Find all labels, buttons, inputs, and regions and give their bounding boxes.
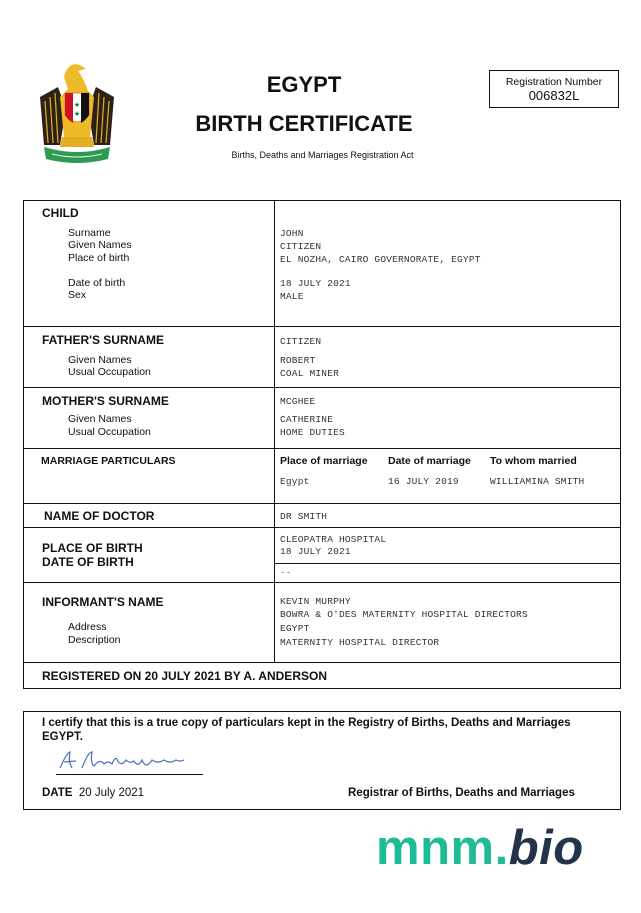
svg-text:★: ★ bbox=[73, 102, 81, 109]
birth-date-value: 18 JULY 2021 bbox=[280, 546, 351, 557]
row-divider bbox=[23, 527, 621, 528]
doctor-value: DR SMITH bbox=[280, 511, 328, 522]
registration-number-value: 006832L bbox=[528, 88, 580, 103]
date-value: 20 July 2021 bbox=[78, 787, 145, 799]
child-place-of-birth-label: Place of birth bbox=[68, 252, 130, 264]
informant-description-label: Description bbox=[68, 634, 121, 646]
mother-occupation-label: Usual Occupation bbox=[68, 426, 151, 438]
child-surname-label: Surname bbox=[68, 227, 111, 239]
informant-description-value: MATERNITY HOSPITAL DIRECTOR bbox=[280, 637, 440, 648]
birth-extra-value: -- bbox=[280, 567, 292, 578]
column-divider bbox=[274, 200, 275, 662]
egypt-eagle-emblem-icon bbox=[38, 57, 116, 165]
child-date-of-birth-value: 18 JULY 2021 bbox=[280, 278, 351, 289]
mother-occupation-value: HOME DUTIES bbox=[280, 427, 345, 438]
birth-place-value: CLEOPATRA HOSPITAL bbox=[280, 534, 387, 545]
row-divider bbox=[23, 448, 621, 449]
child-given-names-value: CITIZEN bbox=[280, 241, 322, 252]
informant-address-label: Address bbox=[68, 621, 107, 633]
informant-name-value: KEVIN MURPHY bbox=[280, 596, 351, 607]
marriage-date-value: 16 JULY 2019 bbox=[388, 476, 459, 487]
row-divider bbox=[23, 662, 621, 663]
certification-statement-line2: EGYPT. bbox=[42, 731, 83, 743]
registered-statement: REGISTERED ON 20 JULY 2021 BY A. ANDERSON bbox=[42, 669, 327, 683]
row-divider bbox=[23, 582, 621, 583]
date-of-birth-heading: DATE OF BIRTH bbox=[42, 555, 134, 569]
father-heading: FATHER'S SURNAME bbox=[42, 333, 164, 347]
father-given-names-value: ROBERT bbox=[280, 355, 316, 366]
sub-row-divider bbox=[274, 563, 621, 564]
marriage-spouse-value: WILLIAMINA SMITH bbox=[490, 476, 585, 487]
signature bbox=[56, 748, 196, 774]
child-heading: CHILD bbox=[42, 206, 79, 220]
mother-surname-value: MCGHEE bbox=[280, 396, 316, 407]
certification-date bbox=[42, 787, 144, 799]
signature-line bbox=[56, 774, 203, 775]
registration-act: Births, Deaths and Marriages Registration Act bbox=[231, 150, 414, 160]
place-of-birth-heading: PLACE OF BIRTH bbox=[42, 541, 143, 555]
father-occupation-value: COAL MINER bbox=[280, 368, 340, 379]
mother-given-names-value: CATHERINE bbox=[280, 414, 334, 425]
informant-address-line1: BOWRA & O'DES MATERNITY HOSPITAL DIRECTORS bbox=[280, 609, 528, 620]
marriage-spouse-header: To whom married bbox=[490, 455, 577, 467]
mother-heading: MOTHER'S SURNAME bbox=[42, 394, 169, 408]
doctor-heading: NAME OF DOCTOR bbox=[44, 509, 155, 523]
document-title: BIRTH CERTIFICATE bbox=[195, 111, 413, 136]
child-sex-label: Sex bbox=[68, 289, 87, 301]
child-surname-value: JOHN bbox=[280, 228, 304, 239]
country-title: EGYPT bbox=[266, 72, 342, 97]
row-divider bbox=[23, 387, 621, 388]
date-label: DATE bbox=[42, 787, 73, 799]
registration-number-box bbox=[489, 70, 619, 108]
watermark-logo bbox=[376, 820, 584, 876]
row-divider bbox=[23, 503, 621, 504]
father-given-names-label: Given Names bbox=[68, 354, 132, 366]
informant-address-line2: EGYPT bbox=[280, 623, 310, 634]
informant-heading: INFORMANT'S NAME bbox=[42, 595, 164, 609]
marriage-date-header: Date of marriage bbox=[388, 455, 471, 467]
father-occupation-label: Usual Occupation bbox=[68, 366, 151, 378]
registrar-title: Registrar of Births, Deaths and Marriages bbox=[348, 787, 575, 799]
svg-text:★: ★ bbox=[73, 111, 81, 118]
marriage-heading: MARRIAGE PARTICULARS bbox=[41, 455, 176, 467]
child-place-of-birth-value: EL NOZHA, CAIRO GOVERNORATE, EGYPT bbox=[280, 254, 481, 265]
child-date-of-birth-label: Date of birth bbox=[68, 277, 126, 289]
watermark-part1: mnm. bbox=[376, 821, 509, 875]
certification-statement-line1: I certify that this is a true copy of particulars kept in the Registry of Births, Deaths and Marriages bbox=[42, 717, 571, 729]
mother-given-names-label: Given Names bbox=[68, 413, 132, 425]
child-sex-value: MALE bbox=[280, 291, 304, 302]
row-divider bbox=[23, 326, 621, 327]
child-given-names-label: Given Names bbox=[68, 239, 132, 251]
father-surname-value: CITIZEN bbox=[280, 336, 322, 347]
registration-number-label: Registration Number bbox=[505, 76, 603, 88]
marriage-place-header: Place of marriage bbox=[280, 455, 368, 467]
marriage-place-value: Egypt bbox=[280, 476, 310, 487]
watermark-part2: bio bbox=[508, 821, 584, 875]
